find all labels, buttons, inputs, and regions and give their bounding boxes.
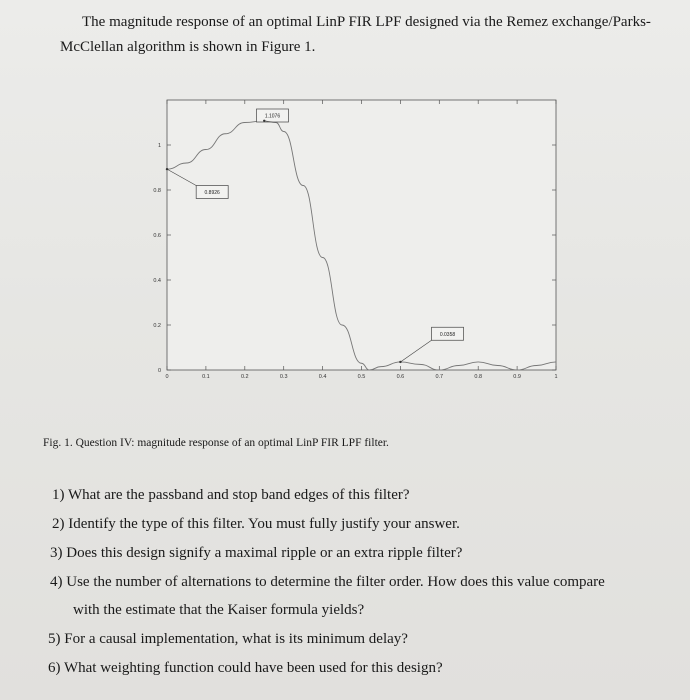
figure-caption: Fig. 1. Question IV: magnitude response of an optimal LinP FIR LPF filter. [43, 437, 389, 449]
question-2: 2) Identify the type of this filter. You must fully justify your answer. [52, 516, 460, 532]
x-tick-label: 0.7 [435, 374, 444, 380]
x-tick-label: 0.5 [357, 374, 366, 380]
annotation-marker [399, 361, 401, 363]
x-tick-label: 0.8 [474, 374, 483, 380]
x-tick-label: 0.6 [396, 374, 405, 380]
intro-line-2: McClellan algorithm is shown in Figure 1. [60, 39, 316, 55]
annotation-label: 0.8926 [204, 190, 220, 196]
annotation-label: 0.0358 [439, 331, 456, 338]
question-4-continued: with the estimate that the Kaiser formula yields? [73, 602, 365, 618]
annotation-marker [263, 120, 265, 122]
x-tick-label: 0.9 [513, 374, 521, 380]
x-tick-label: 0.2 [240, 374, 249, 380]
y-tick-label: 0.2 [153, 323, 161, 329]
x-tick-label: 1 [554, 374, 558, 380]
y-tick-label: 1 [157, 143, 161, 149]
y-tick-label: 0.6 [153, 233, 161, 239]
annotation-label: 1.1076 [264, 113, 281, 120]
x-tick-label: 0.4 [318, 374, 327, 380]
question-1: 1) What are the passband and stop band edges of this filter? [52, 487, 410, 503]
x-tick-label: 0 [165, 374, 169, 380]
y-tick-label: 0.8 [153, 188, 161, 194]
intro-line-1: The magnitude response of an optimal LinP FIR LPF designed via the Remez exchange/Parks- [82, 14, 651, 30]
question-6: 6) What weighting function could have been used for this design? [48, 660, 443, 676]
y-tick-label: 0 [157, 368, 161, 374]
y-tick-label: 0.4 [153, 278, 161, 284]
x-tick-label: 0.3 [279, 374, 288, 380]
question-3: 3) Does this design signify a maximal ripple or an extra ripple filter? [50, 545, 463, 561]
plot-frame [167, 100, 556, 370]
question-5: 5) For a causal implementation, what is its minimum delay? [48, 631, 408, 647]
question-4: 4) Use the number of alternations to determine the filter order. How does this value compare [50, 574, 605, 590]
annotation-marker [166, 168, 168, 170]
x-tick-label: 0.1 [202, 374, 210, 380]
